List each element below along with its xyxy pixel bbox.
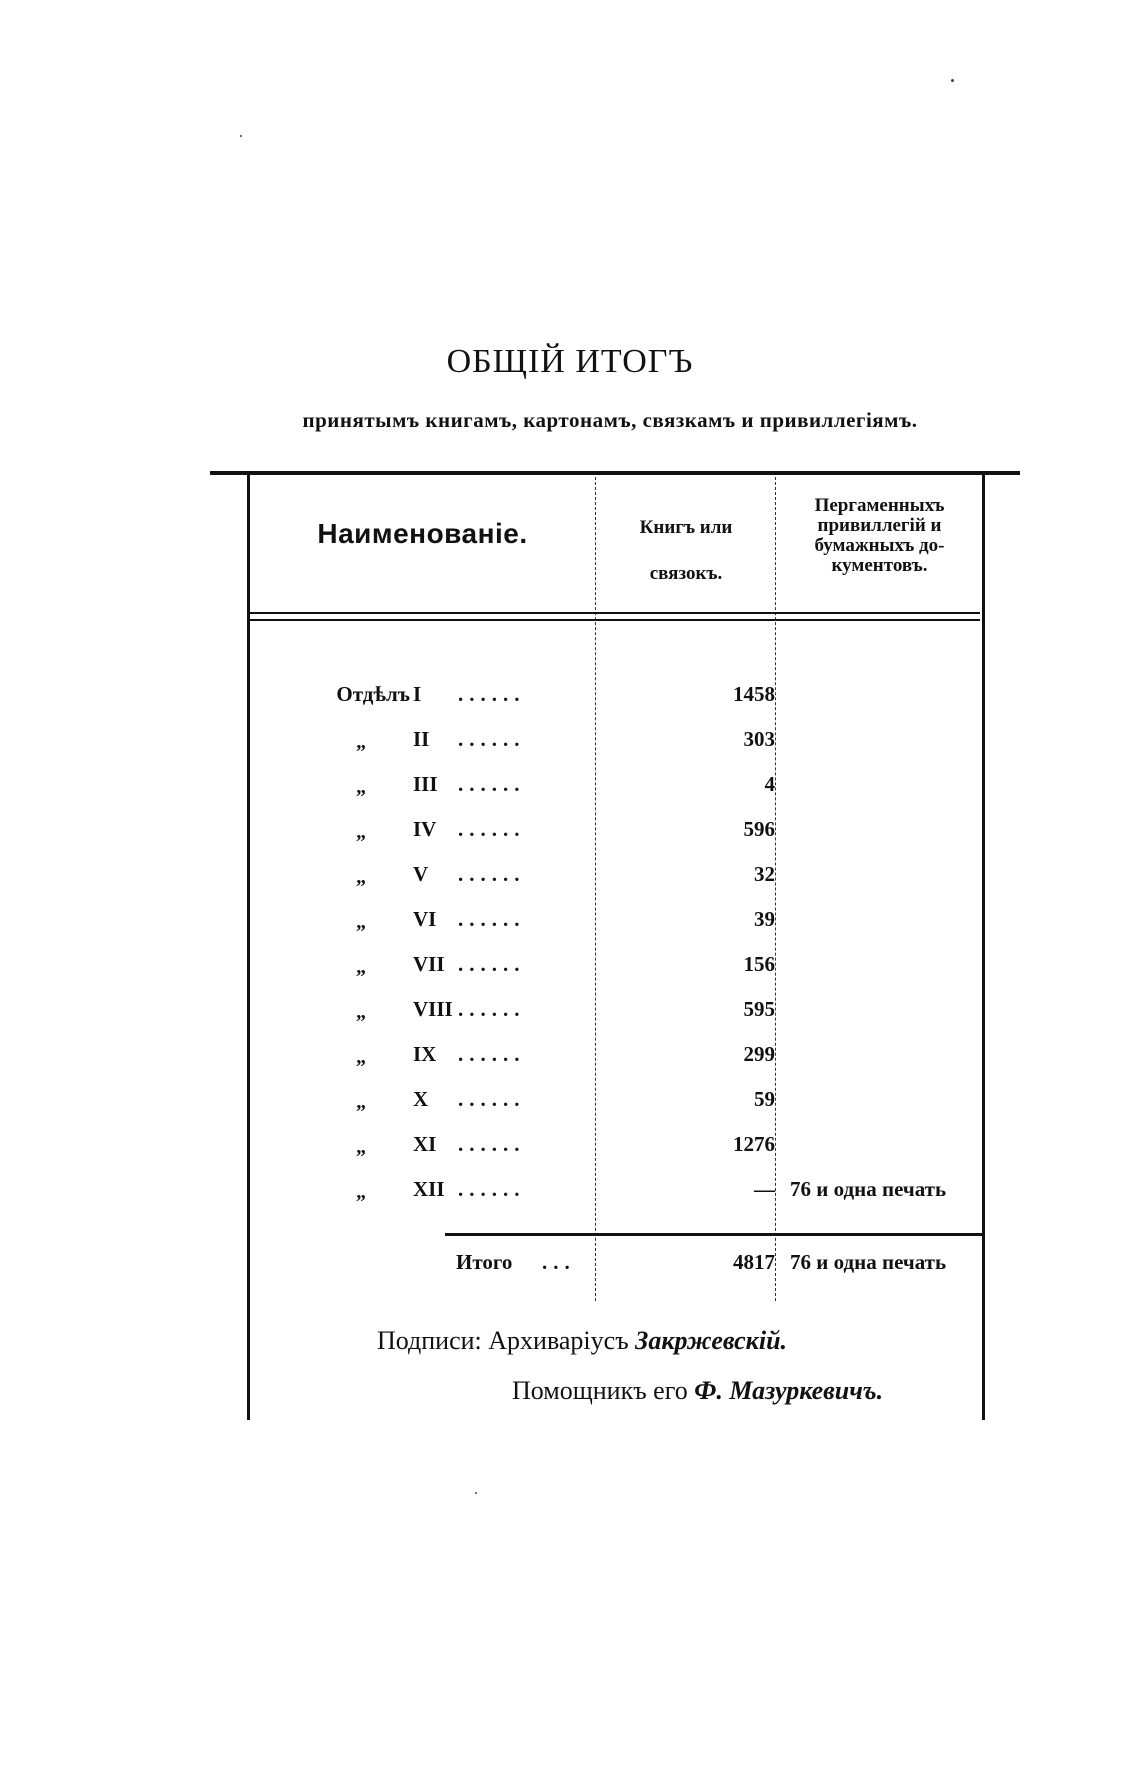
table-row	[250, 676, 980, 716]
table-top-rule	[210, 471, 1020, 475]
ditto-mark: „	[356, 1091, 366, 1113]
table-row	[250, 811, 980, 851]
dept-numeral: XI	[413, 1132, 437, 1156]
column-header-parch-line: бумажныхъ до-	[814, 535, 945, 556]
total-label: Итого	[456, 1250, 513, 1274]
ditto-mark: „	[356, 776, 366, 798]
signature-assistant	[512, 1376, 883, 1406]
books-count: 32	[754, 862, 775, 886]
signature-archivist	[377, 1326, 787, 1356]
header-bottom-rule-double	[250, 619, 980, 621]
ditto-mark: „	[356, 1136, 366, 1158]
books-count: 299	[743, 1042, 775, 1066]
print-speck	[240, 135, 242, 137]
table-row	[250, 1036, 980, 1076]
ditto-mark: „	[356, 866, 366, 888]
dept-numeral: XII	[413, 1177, 445, 1201]
ditto-mark: „	[356, 731, 366, 753]
ditto-mark: „	[356, 1046, 366, 1068]
ditto-mark: „	[356, 1181, 366, 1203]
dot-leader: ......	[458, 682, 526, 706]
dept-numeral: X	[413, 1087, 429, 1111]
signature-archivist-prefix: Подписи: Архиваріусъ	[377, 1326, 629, 1355]
header-bottom-rule	[250, 612, 980, 614]
dot-leader: ......	[458, 1042, 526, 1066]
column-header-books	[597, 505, 775, 597]
dept-numeral: V	[413, 862, 429, 886]
dot-leader: ......	[458, 817, 526, 841]
table-row	[250, 1081, 980, 1121]
books-count: 596	[743, 817, 775, 841]
dept-label: Отдѣлъ	[336, 682, 410, 706]
table-row	[250, 991, 980, 1031]
table-row	[250, 856, 980, 896]
table-row	[250, 721, 980, 761]
books-count: —	[754, 1177, 775, 1201]
dot-leader: ......	[458, 1087, 526, 1111]
books-count: 1458	[733, 682, 775, 706]
signature-assistant-name: Ф. Мазуркевичъ.	[694, 1376, 884, 1405]
column-header-parch-line: кументовъ.	[831, 555, 928, 576]
print-speck	[951, 79, 954, 82]
dept-numeral: VI	[413, 907, 437, 931]
column-header-parchments	[777, 496, 982, 576]
print-speck	[475, 1492, 477, 1494]
column-header-books-line: связокъ.	[649, 563, 723, 584]
parchments-count: 76 и одна печать	[790, 1177, 947, 1201]
books-count: 1276	[733, 1132, 775, 1156]
dot-leader: ......	[458, 952, 526, 976]
dot-leader: ......	[458, 727, 526, 751]
dept-numeral: II	[413, 727, 430, 751]
ditto-mark: „	[356, 911, 366, 933]
page-title: ОБЩІЙ ИТОГЪ	[446, 343, 694, 380]
dept-numeral: VII	[413, 952, 445, 976]
books-count: 303	[743, 727, 775, 751]
table-row	[250, 946, 980, 986]
page-subtitle: принятымъ книгамъ, картонамъ, связкамъ и привиллегіямъ.	[302, 408, 918, 432]
books-count: 156	[743, 952, 775, 976]
dot-leader: ......	[458, 862, 526, 886]
total-row	[250, 1244, 980, 1284]
dot-leader: ......	[458, 997, 526, 1021]
ditto-mark: „	[356, 1001, 366, 1023]
dept-numeral: I	[413, 682, 422, 706]
ditto-mark: „	[356, 821, 366, 843]
column-header-parch-line: привиллегій и	[817, 515, 942, 536]
dept-numeral: IX	[413, 1042, 437, 1066]
dept-numeral: VIII	[413, 997, 453, 1021]
books-count: 59	[754, 1087, 775, 1111]
signature-assistant-prefix: Помощникъ его	[512, 1376, 688, 1405]
dot-leader: ......	[458, 1132, 526, 1156]
table-right-border	[982, 475, 985, 1420]
dot-leader: ......	[458, 1177, 526, 1201]
ditto-mark: „	[356, 956, 366, 978]
column-header-parch-line: Пергаменныхъ	[814, 495, 945, 516]
dept-numeral: IV	[413, 817, 437, 841]
books-count: 39	[754, 907, 775, 931]
total-rule	[445, 1233, 985, 1236]
signature-archivist-name: Закржевскій.	[635, 1326, 788, 1355]
table-row	[250, 901, 980, 941]
table-row	[250, 766, 980, 806]
total-dots: ...	[542, 1250, 576, 1274]
table-row	[250, 1126, 980, 1166]
dot-leader: ......	[458, 772, 526, 796]
total-books: 4817	[733, 1250, 775, 1274]
dept-numeral: III	[413, 772, 438, 796]
dot-leader: ......	[458, 907, 526, 931]
books-count: 595	[743, 997, 775, 1021]
books-count: 4	[764, 772, 775, 796]
column-header-name: Наименованіе.	[317, 518, 528, 549]
total-parchments: 76 и одна печать	[790, 1250, 947, 1274]
column-header-books-line: Книгъ или	[639, 517, 733, 538]
table-row	[250, 1171, 980, 1211]
